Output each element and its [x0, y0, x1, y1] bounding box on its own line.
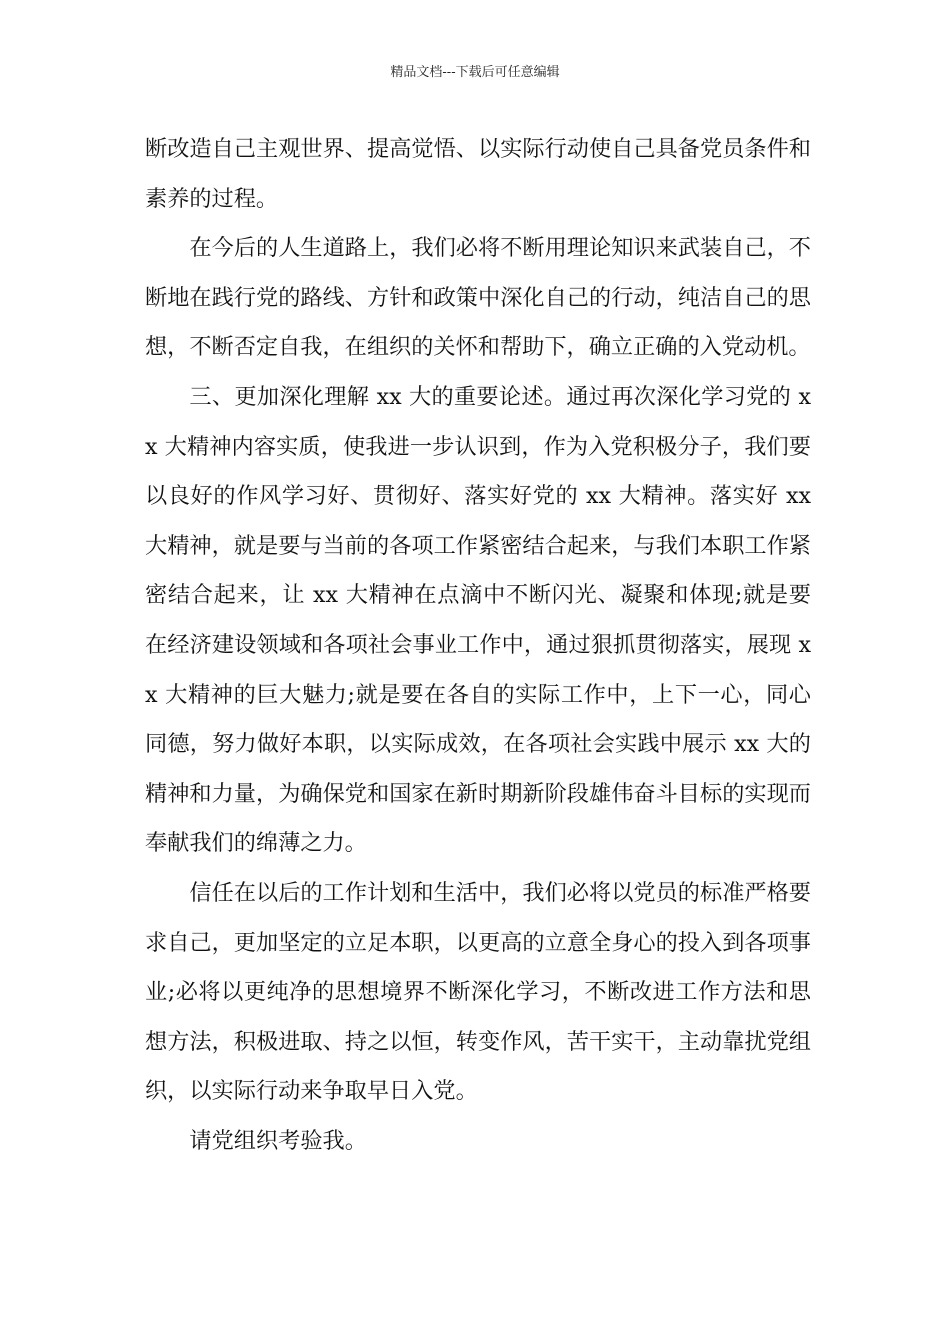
paragraph-future-path: 在今后的人生道路上，我们必将不断用理论知识来武装自己，不断地在践行党的路线、方针和政策中深化自己的行动，纯洁自己的思想，不断否定自我，在组织的关怀和帮助下，确立正确的入党动机。 — [145, 235, 811, 361]
page-header: 精品文档---下载后可任意编辑 — [390, 65, 560, 80]
paragraph-section-three: 三、更加深化理解 xx 大的重要论述。通过再次深化学习党的 xx 大精神内容实质，使我进一步认识到，作为入党积极分子，我们要以良好的作风学习好、贯彻好、落实好党的 xx 大精神。落实好 xx 大精神，就是要与当前的各项工作紧密结合起来，与我们本职工作紧密结合起来，让 xx 大精神在点滴中不断闪光、凝聚和体现;就是要在经济建设领域和各项社会事业工作中，通过狠抓贯彻落实，展现 xx 大精神的巨大魅力;就是要在各自的实际工作中，上下一心，同心同德，努力做好本职，以实际成效，在各项社会实践中展示 xx 大的精神和力量，为确保党和国家在新时期新阶段雄伟奋斗目标的实现而奉献我们的绵薄之力。 — [145, 383, 811, 857]
document-body — [145, 125, 811, 1166]
paragraph-closing: 请党组织考验我。 — [189, 1127, 367, 1154]
paragraph-continuation: 断改造自己主观世界、提高觉悟、以实际行动使自己具备党员条件和素养的过程。 — [145, 136, 811, 212]
paragraph-commitment: 信任在以后的工作计划和生活中，我们必将以党员的标准严格要求自己，更加坚定的立足本职，以更高的立意全身心的投入到各项事业;必将以更纯净的思想境界不断深化学习，不断改进工作方法和思想方法，积极进取、持之以恒，转变作风，苦干实干，主动靠扰党组织，以实际行动来争取早日入党。 — [145, 879, 811, 1105]
